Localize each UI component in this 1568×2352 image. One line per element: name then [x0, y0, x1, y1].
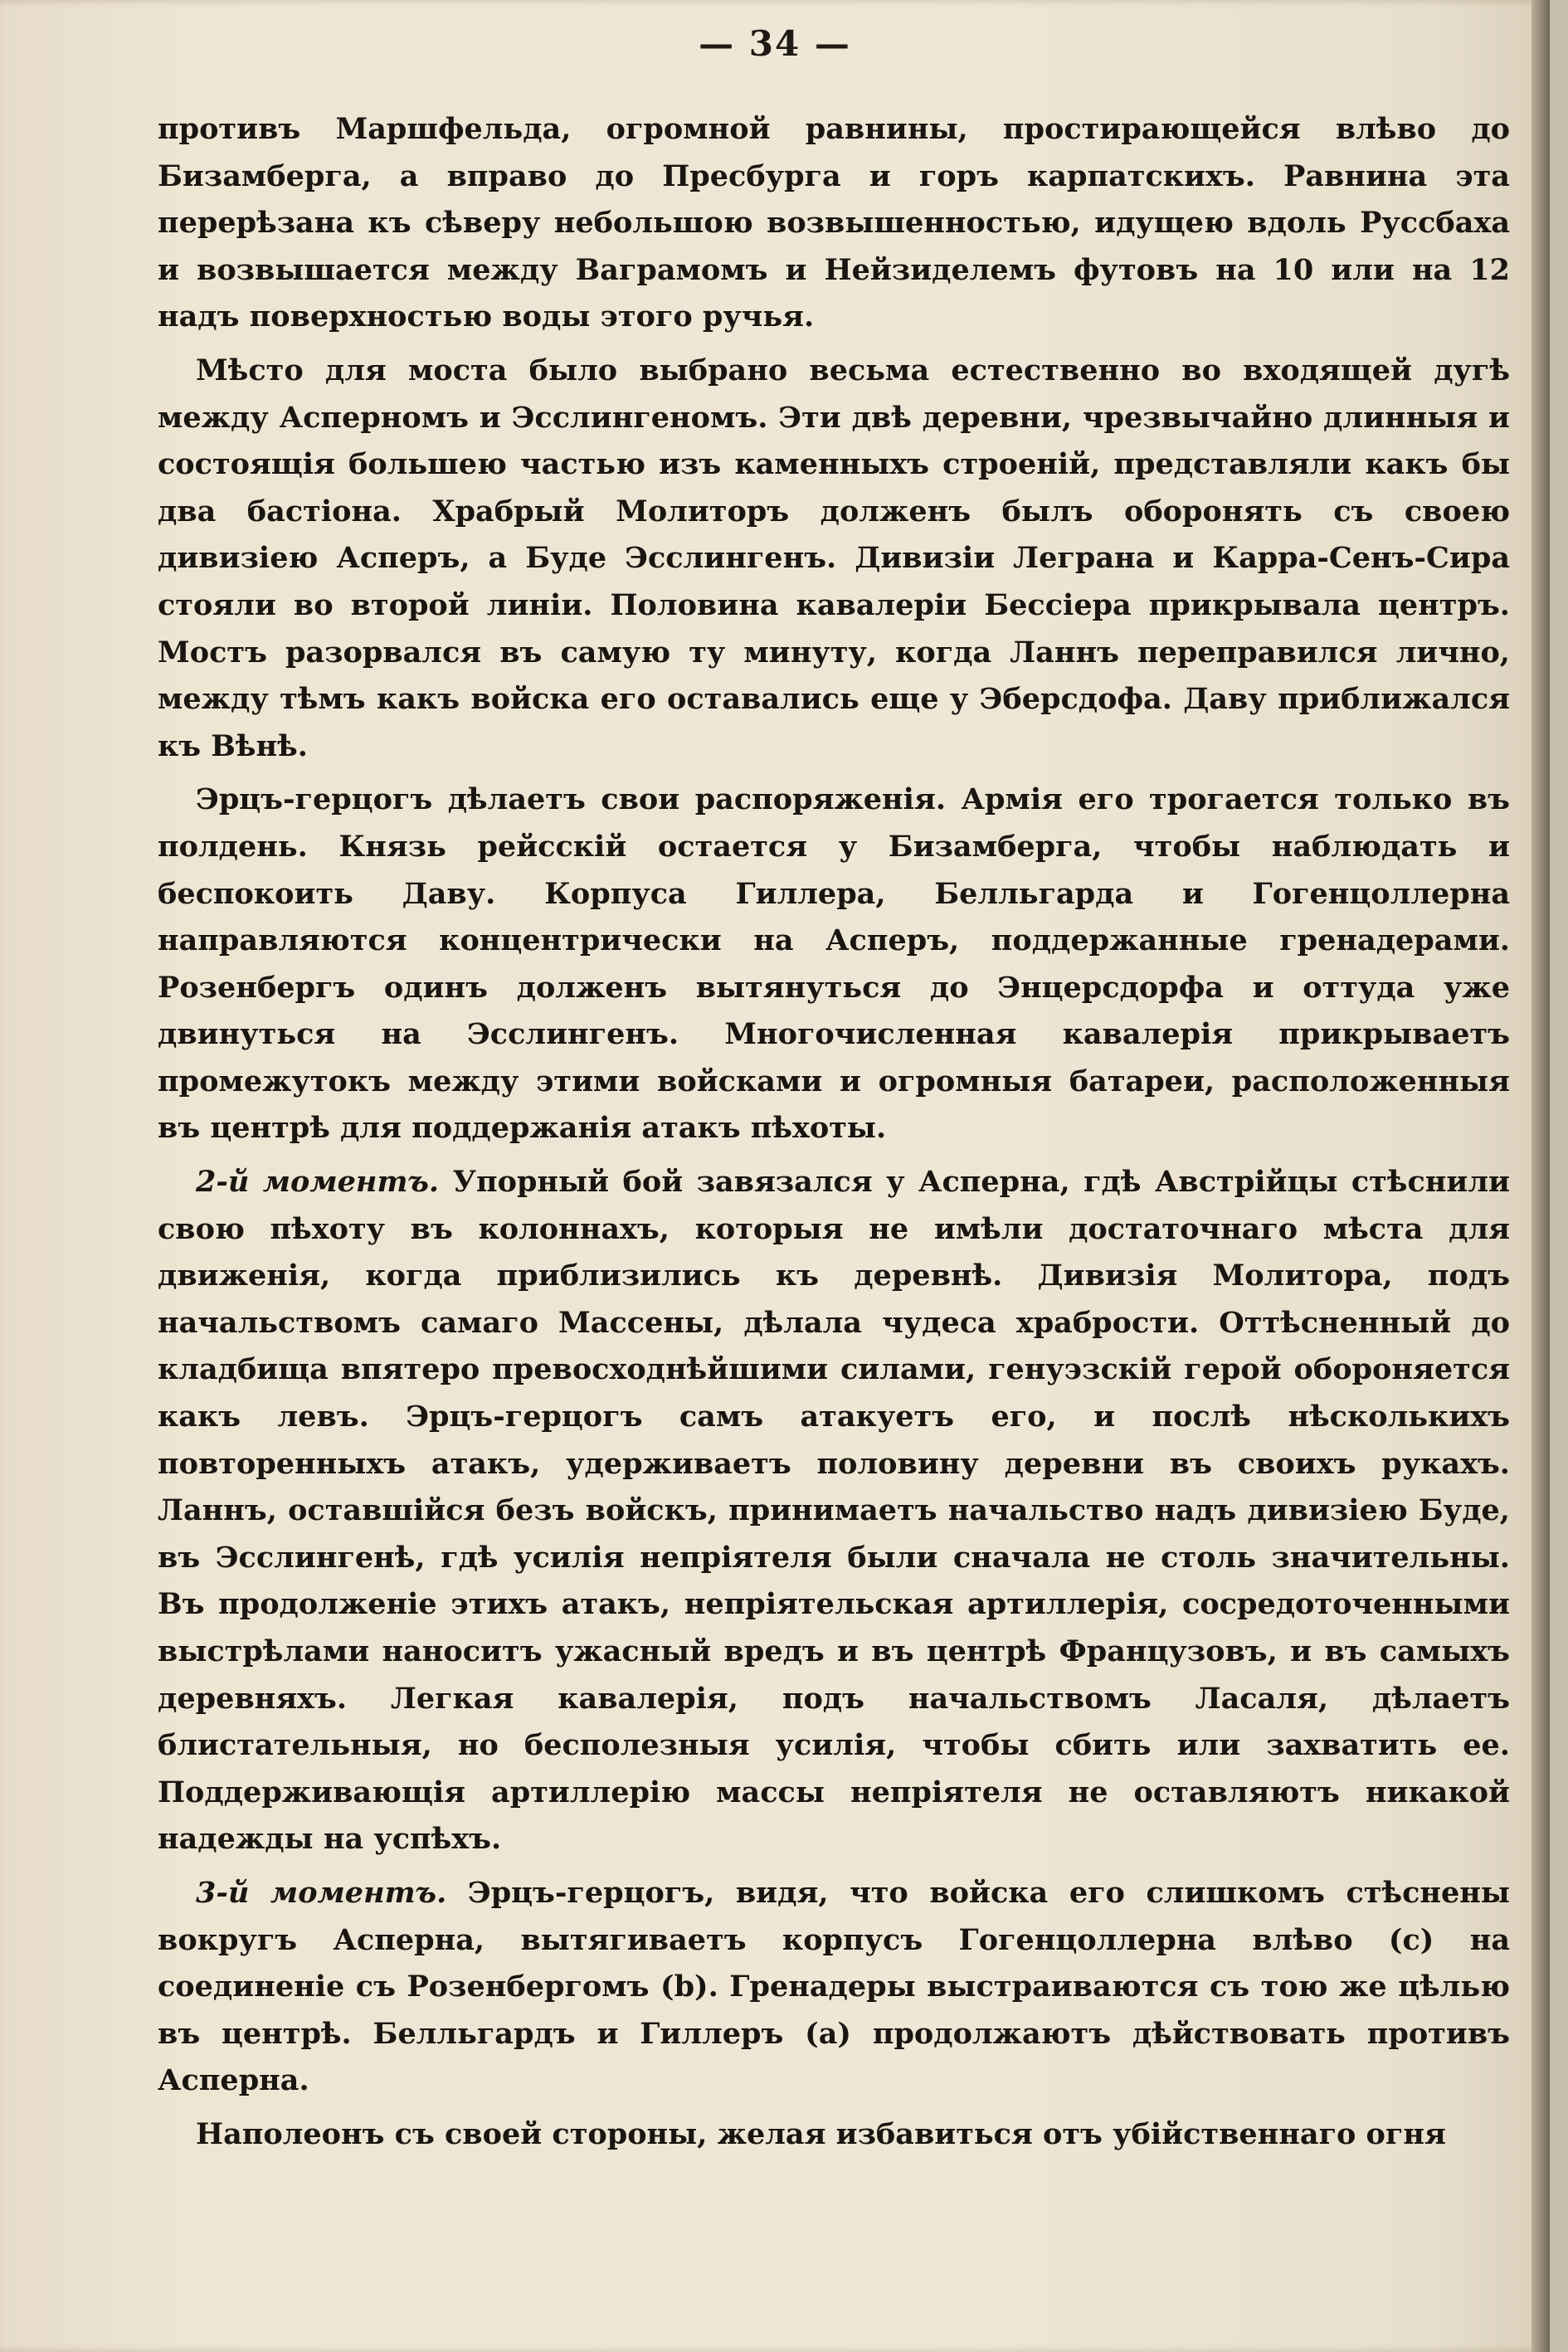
paragraph-5 [158, 1870, 1510, 2105]
paragraph-6 [158, 2111, 1510, 2159]
paragraph-5-text: Эрцъ-герцогъ, видя, что войска его слишкомъ стѣснены вокругъ Асперна, вытягиваетъ корпусъ Гогенцоллерна влѣво (с) на соединеніе съ Розенбергомъ (b). Гренадеры выстраиваются съ тою же цѣлью въ центрѣ. Белльгардъ и Гиллеръ (а) продолжаютъ дѣйствовать противъ Асперна. [158, 1875, 1510, 2098]
page-number: — 34 — [699, 23, 851, 64]
paragraph-1-text: противъ Маршфельда, огромной равнины, простирающейся влѣво до Бизамберга, а вправо до Пресбурга и горъ карпатскихъ. Равнина эта перерѣзана къ сѣверу небольшою возвышенностью, идущею вдоль Руссбаха и возвышается между Ваграмомъ и Нейзиделемъ футовъ на 10 или на 12 надъ поверхностью воды этого ручья. [158, 112, 1510, 334]
paragraph-2-text: Мѣсто для моста было выбрано весьма естественно во входящей дугѣ между Асперномъ и Эсслингеномъ. Эти двѣ деревни, чрезвычайно длинныя и состоящія большею частью изъ каменныхъ строеній, представляли какъ бы два бастіона. Храбрый Молиторъ долженъ былъ оборонять съ своею дивизіею Асперъ, а Буде Эсслингенъ. Дивизіи Леграна и Карра-Сенъ-Сира стояли во второй линіи. Половина кавалеріи Бессіера прикрывала центръ. Мостъ разорвался въ самую ту минуту, когда Ланнъ переправился лично, между тѣмъ какъ войска его оставались еще у Эберсдофа. Даву приближался къ Вѣнѣ. [158, 353, 1510, 763]
paragraph-1 [158, 106, 1510, 341]
paragraph-4 [158, 1159, 1510, 1863]
moment-3-label: 3-й моментъ. [196, 1875, 447, 1910]
paragraph-3-text: Эрцъ-герцогъ дѣлаетъ свои распоряженія. Армія его трогается только въ полдень. Князь рейсскій остается у Бизамберга, чтобы наблюдать и беспокоить Даву. Корпуса Гиллера, Белльгарда и Гогенцоллерна направляются концентрически на Асперъ, поддержанные гренадерами. Розенбергъ одинъ долженъ вытянуться до Энцерсдорфа и оттуда уже двинуться на Эсслингенъ. Многочисленная кавалерія прикрываетъ промежутокъ между этими войсками и огромныя батареи, расположенныя въ центрѣ для поддержанія атакъ пѣхоты. [158, 782, 1510, 1146]
page-body-text [158, 106, 1510, 2159]
page-binding-edge [1531, 0, 1550, 2352]
moment-2-label: 2-й моментъ. [196, 1165, 440, 1200]
paragraph-2 [158, 348, 1510, 770]
paragraph-3 [158, 777, 1510, 1152]
paragraph-4-text: Упорный бой завязался у Асперна, гдѣ Австрійцы стѣснили свою пѣхоту въ колоннахъ, которыя не имѣли достаточнаго мѣста для движенія, когда приблизились къ деревнѣ. Дивизія Молитора, подъ начальствомъ самаго Массены, дѣлала чудеса храбрости. Оттѣсненный до кладбища впятеро превосходнѣйшими силами, генуэзскій герой обороняется какъ левъ. Эрцъ-герцогъ самъ атакуетъ его, и послѣ нѣсколькихъ повторенныхъ атакъ, удерживаетъ половину деревни въ своихъ рукахъ. Ланнъ, оставшійся безъ войскъ, принимаетъ начальство надъ дивизіею Буде, въ Эсслингенѣ, гдѣ усилія непріятеля были сначала не столь значительны. Въ продолженіе этихъ атакъ, непріятельская артиллерія, сосредоточенными выстрѣлами наноситъ ужасный вредъ и въ центрѣ Французовъ, и въ самыхъ деревняхъ. Легкая кавалерія, подъ начальствомъ Ласаля, дѣлаетъ блистательныя, но бесполезныя усилія, чтобы сбить или захватить ее. Поддерживающія артиллерію массы непріятеля не оставляютъ никакой надежды на успѣхъ. [158, 1165, 1510, 1857]
paragraph-6-text: Наполеонъ съ своей стороны, желая избавиться отъ убійственнаго огня [196, 2116, 1446, 2151]
